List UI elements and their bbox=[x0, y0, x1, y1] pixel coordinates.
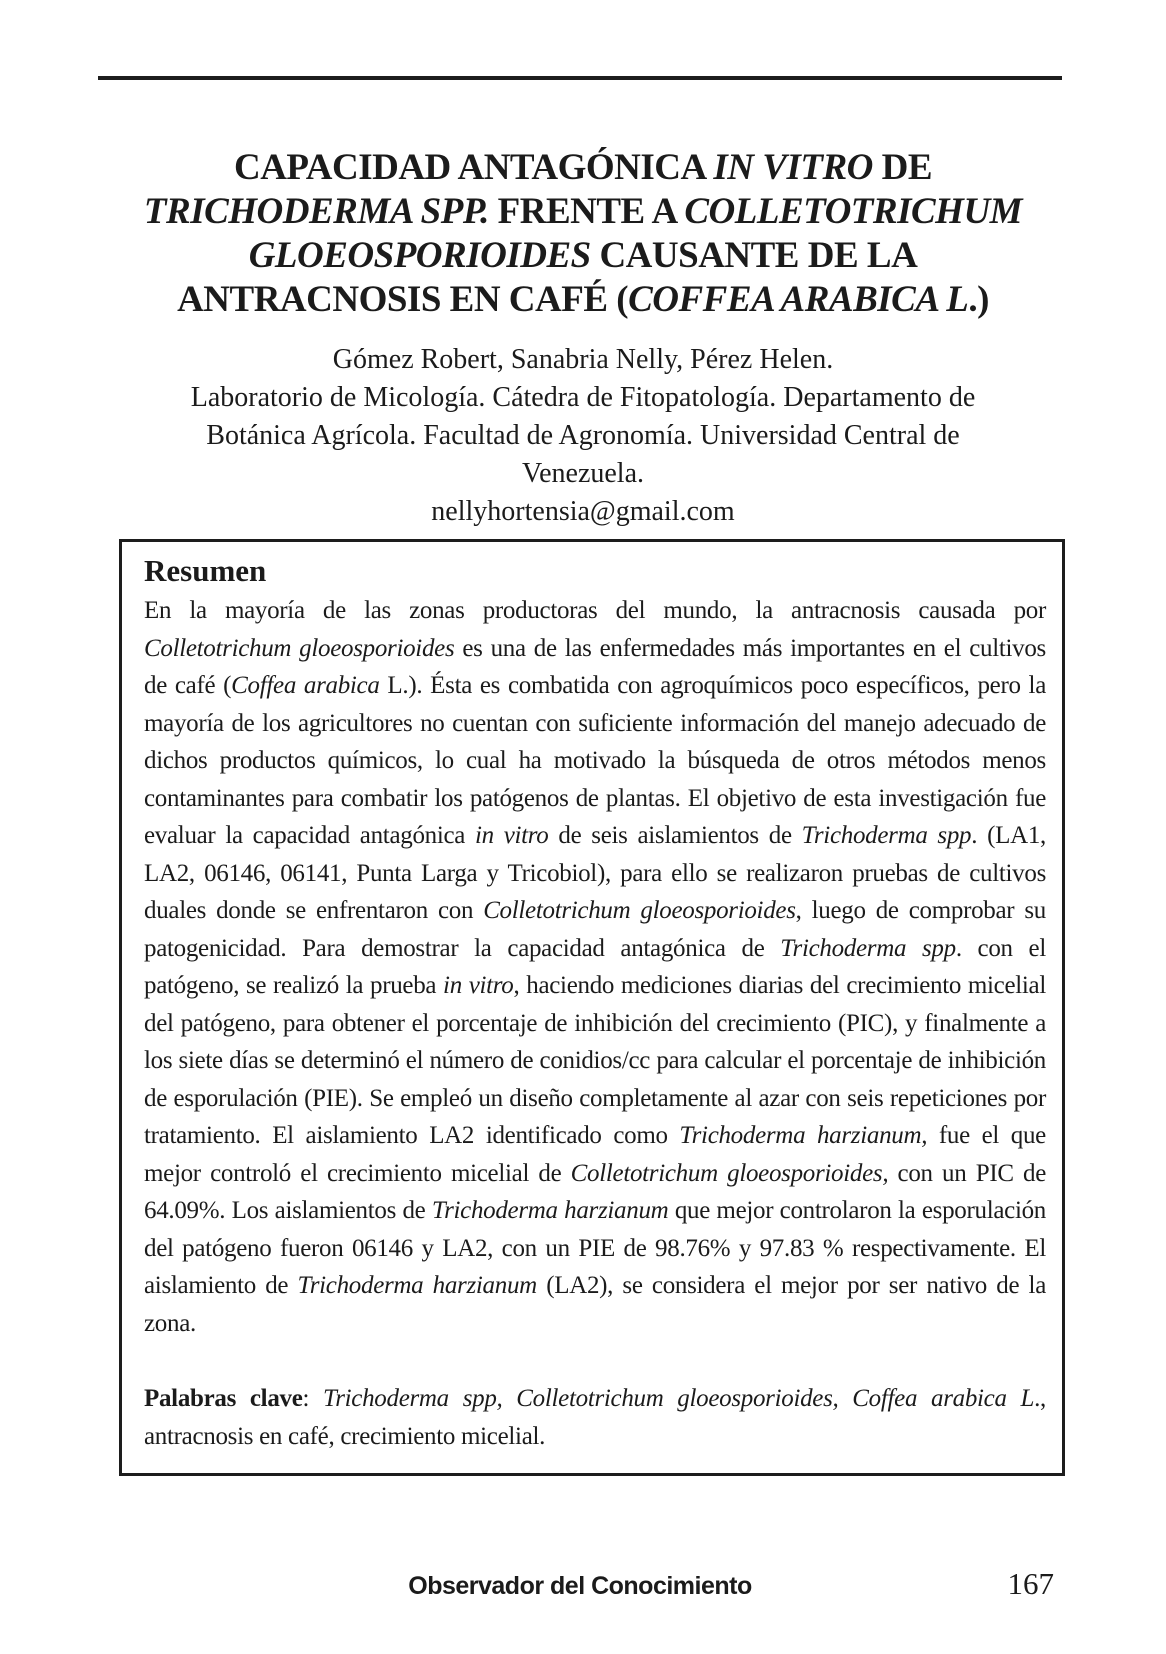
article-title-line: GLOEOSPORIOIDES CAUSANTE DE LA bbox=[248, 235, 918, 276]
header-rule bbox=[98, 76, 1062, 80]
abstract-body: En la mayoría de las zonas productoras del mundo, la antracnosis causada por Colletotrichum gloeosporioides es una de las enfermedades más importantes en el cultivos de café (Coffea arabica L.). Ésta es combatida con agroquímicos poco específicos, pero la mayoría de los agricultores no cuentan con suficiente información del manejo adecuado de dichos productos químicos, lo cual ha motivado la búsqueda de otros métodos menos contaminantes para combatir los patógenos de plantas. El objetivo de esta investigación fue evaluar la capacidad antagónica in vitro de seis aislamientos de Trichoderma spp. (LA1, LA2, 06146, 06141, Punta Larga y Tricobiol), para ello se realizaron pruebas de cultivos duales donde se enfrentaron con Colletotrichum gloeosporioides, luego de comprobar su patogenicidad. Para demostrar la capacidad antagónica de Trichoderma spp. con el patógeno, se realizó la prueba in vitro, haciendo mediciones diarias del crecimiento micelial del patógeno, para obtener el porcentaje de inhibición del crecimiento (PIC), y finalmente a los siete días se determinó el número de conidios/cc para calcular el porcentaje de inhibición de esporulación (PIE). Se empleó un diseño completamente al azar con seis repeticiones por tratamiento. El aislamiento LA2 identificado como Trichoderma harzianum, fue el que mejor controló el crecimiento micelial de Colletotrichum gloeosporioides, con un PIC de 64.09%. Los aislamientos de Trichoderma harzianum que mejor controlaron la esporulación del patógeno fueron 06146 y LA2, con un PIE de 98.76% y 97.83 % respectivamente. El aislamiento de Trichoderma harzianum (LA2), se considera el mejor por ser nativo de la zona. bbox=[144, 597, 1047, 1337]
abstract-heading: Resumen bbox=[144, 553, 267, 588]
authors-line: Gómez Robert, Sanabria Nelly, Pérez Helen. bbox=[332, 344, 834, 375]
article-title bbox=[60, 146, 1106, 322]
article-title-line: ANTRACNOSIS EN CAFÉ (COFFEA ARABICA L.) bbox=[177, 279, 989, 320]
contact-email: nellyhortensia@gmail.com bbox=[431, 496, 735, 527]
page-footer bbox=[98, 1566, 1062, 1610]
affiliation-line: Venezuela. bbox=[521, 458, 645, 489]
keywords-paragraph: Palabras clave: Trichoderma spp, Colletotrichum gloeosporioides, Coffea arabica L., antracnosis en café, crecimiento micelial. bbox=[144, 1385, 1046, 1450]
article-title-line: TRICHODERMA SPP. FRENTE A COLLETOTRICHUM bbox=[143, 191, 1023, 232]
journal-name: Observador del Conocimiento bbox=[408, 1572, 752, 1600]
affiliation-line: Botánica Agrícola. Facultad de Agronomía. Universidad Central de bbox=[206, 420, 960, 451]
affiliation-line: Laboratorio de Micología. Cátedra de Fitopatología. Departamento de bbox=[190, 382, 976, 413]
abstract-box bbox=[119, 539, 1065, 1476]
page-number: 167 bbox=[1007, 1566, 1054, 1601]
article-title-line: CAPACIDAD ANTAGÓNICA IN VITRO DE bbox=[233, 147, 933, 188]
byline-block bbox=[80, 341, 1086, 531]
